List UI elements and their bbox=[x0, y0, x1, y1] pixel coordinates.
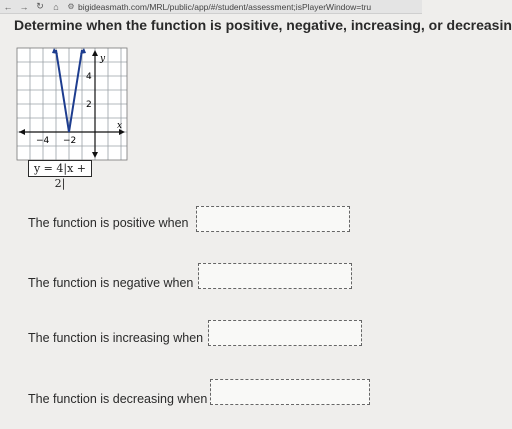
y-axis-label: y bbox=[100, 54, 106, 64]
negative-label: The function is negative when bbox=[28, 276, 194, 290]
site-settings-icon[interactable]: ⚙ bbox=[67, 2, 75, 11]
question-text: Determine when the function is positive, negative, increasing, or decreasin bbox=[14, 17, 512, 33]
browser-toolbar bbox=[0, 0, 422, 14]
y-tick-4: 4 bbox=[86, 72, 92, 82]
home-icon[interactable]: ⌂ bbox=[53, 1, 59, 12]
positive-label: The function is positive when bbox=[28, 216, 189, 230]
function-graph bbox=[17, 48, 127, 160]
x-tick-neg2: −2 bbox=[63, 136, 77, 146]
decreasing-label: The function is decreasing when bbox=[28, 392, 208, 406]
increasing-label: The function is increasing when bbox=[28, 331, 204, 345]
x-axis-label: x bbox=[117, 121, 123, 131]
increasing-answer-input[interactable] bbox=[208, 320, 362, 346]
back-arrow-icon[interactable]: ← bbox=[3, 1, 13, 12]
address-bar[interactable]: bigideasmath.com/MRL/public/app/#/student/assessment;isPlayerWindow=tru bbox=[78, 1, 372, 12]
positive-answer-input[interactable] bbox=[196, 206, 350, 232]
decreasing-answer-input[interactable] bbox=[210, 379, 370, 405]
reload-icon[interactable]: ↻ bbox=[36, 1, 44, 11]
y-tick-2: 2 bbox=[86, 100, 92, 110]
x-tick-neg4: −4 bbox=[36, 136, 50, 146]
forward-arrow-icon[interactable]: → bbox=[19, 1, 29, 12]
equation-label: y = 4|x + 2| bbox=[28, 160, 92, 177]
negative-answer-input[interactable] bbox=[198, 263, 352, 289]
